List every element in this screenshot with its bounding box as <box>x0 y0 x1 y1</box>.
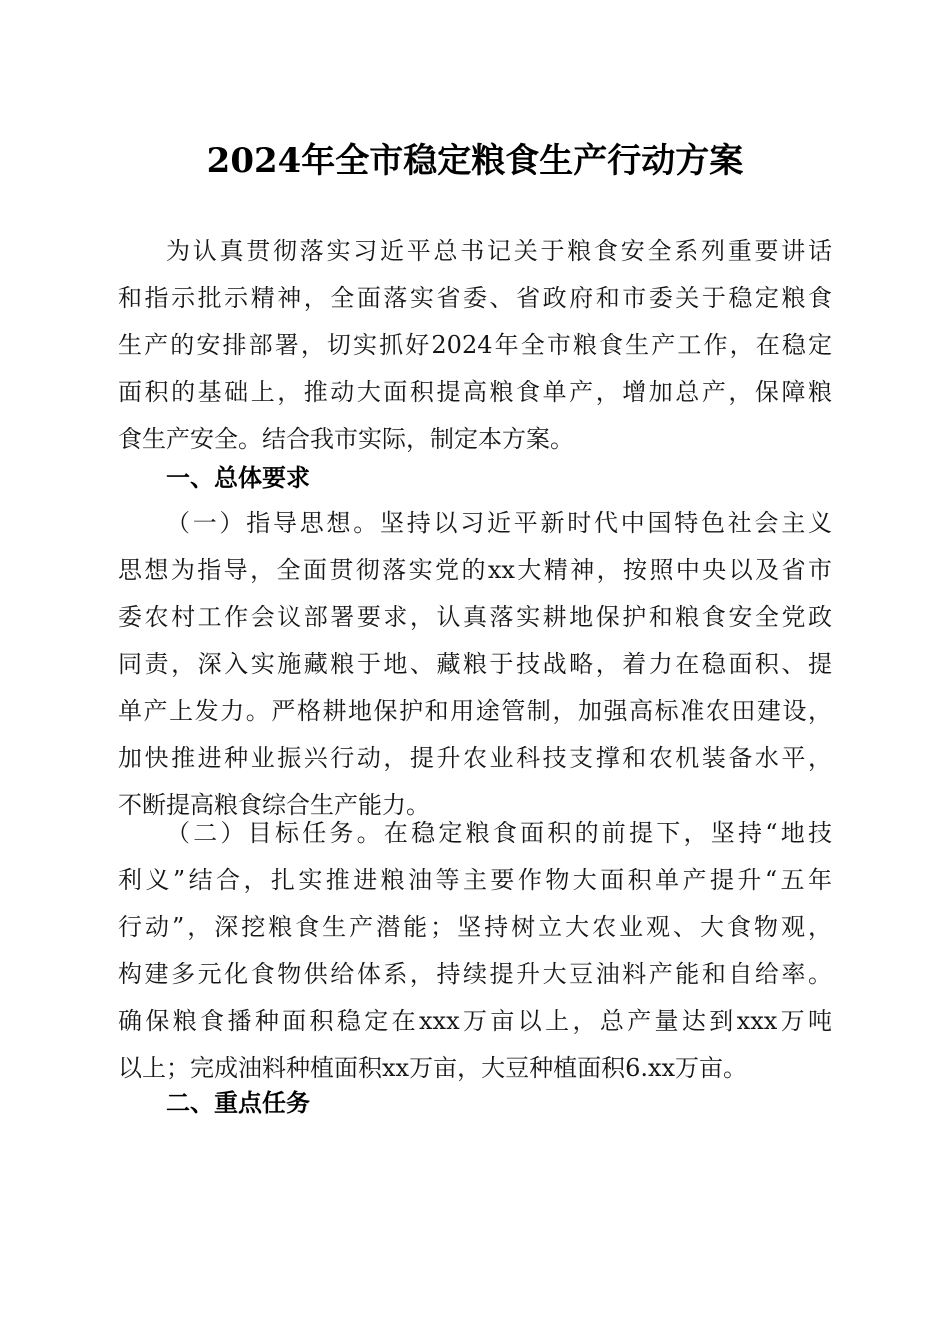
document-title: 2024年全市稳定粮食生产行动方案 <box>206 141 744 181</box>
paragraph-line: 面积的基础上，推动大面积提高粮食单产，增加总产，保障粮 <box>118 378 832 406</box>
guiding-ideology-paragraph <box>118 500 832 829</box>
paragraph-line: 和指示批示精神，全面落实省委、省政府和市委关于稳定粮食 <box>118 284 832 312</box>
targets-paragraph <box>118 810 832 1092</box>
paragraph-line: 加快推进种业振兴行动，提升农业科技支撑和农机装备水平， <box>118 744 832 772</box>
paragraph-line: 食生产安全。结合我市实际，制定本方案。 <box>118 425 574 453</box>
paragraph-line: 思想为指导，全面贯彻落实党的xx大精神，按照中央以及省市 <box>118 556 832 584</box>
intro-paragraph <box>118 228 832 463</box>
paragraph-line: 委农村工作会议部署要求，认真落实耕地保护和粮食安全党政 <box>118 603 832 631</box>
paragraph-line: 确保粮食播种面积稳定在xxx万亩以上，总产量达到xxx万吨 <box>118 1007 832 1035</box>
paragraph-line: （一）指导思想。坚持以习近平新时代中国特色社会主义 <box>166 509 832 537</box>
paragraph-line: 单产上发力。严格耕地保护和用途管制，加强高标准农田建设， <box>118 697 832 725</box>
paragraph-line: 行动”，深挖粮食生产潜能；坚持树立大农业观、大食物观， <box>118 913 832 941</box>
paragraph-line: 利义”结合，扎实推进粮油等主要作物大面积单产提升“五年 <box>118 866 832 894</box>
paragraph-line: 不断提高粮食综合生产能力。 <box>118 791 430 819</box>
paragraph-line: 为认真贯彻落实习近平总书记关于粮食安全系列重要讲话 <box>166 237 832 265</box>
section-heading-general-requirements: 一、总体要求 <box>166 463 310 492</box>
paragraph-line: 生产的安排部署，切实抓好2024年全市粮食生产工作，在稳定 <box>118 331 832 359</box>
section-heading-key-tasks: 二、重点任务 <box>166 1088 310 1117</box>
paragraph-line: 构建多元化食物供给体系，持续提升大豆油料产能和自给率。 <box>118 960 832 988</box>
paragraph-line: 同责，深入实施藏粮于地、藏粮于技战略，着力在稳面积、提 <box>118 650 832 678</box>
paragraph-line: 以上；完成油料种植面积xx万亩，大豆种植面积6.xx万亩。 <box>118 1054 748 1082</box>
paragraph-line: （二）目标任务。在稳定粮食面积的前提下，坚持“地技 <box>166 819 832 847</box>
